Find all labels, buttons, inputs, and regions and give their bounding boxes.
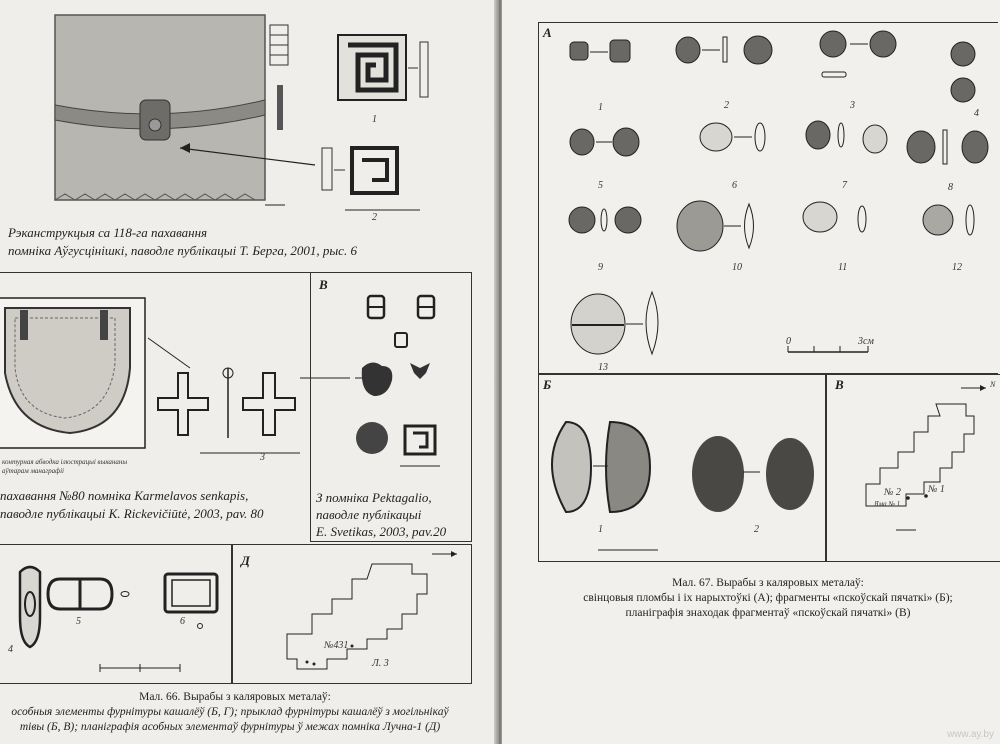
north-label: N — [990, 380, 996, 389]
item-number-1: 1 — [372, 114, 377, 125]
right-page — [502, 0, 1000, 744]
map-find-label: №431 — [324, 640, 349, 651]
watermark: www.ay.by — [946, 729, 994, 740]
plan-find-2-label: № 2 — [884, 487, 901, 498]
item-number-5: 5 — [76, 616, 81, 627]
map-l3-label: Л. 3 — [372, 658, 389, 669]
small-note-line-2: аўтарам манаграфіі — [2, 467, 64, 475]
scale-zero-label: 0 — [786, 336, 791, 347]
plan-pit-label: Яма № 1 — [874, 500, 901, 508]
panel-a-label: А — [543, 25, 552, 40]
panel-d-label: Д — [241, 553, 250, 568]
seal-number-6: 6 — [732, 180, 737, 191]
fragment-number-1: 1 — [598, 524, 603, 535]
seal-number-2: 2 — [724, 100, 729, 111]
panel-b-label: Б — [543, 377, 552, 392]
figure-66-title: Мал. 66. Вырабы з каляровых металаў: — [139, 691, 331, 703]
figure-66-line-3: тівы (Б, В); планіграфія асобных элементаў фурнітуры ў межах помніка Лучна-1 (Д) — [19, 721, 441, 733]
caption-pektagalio-line-3: E. Svetikas, 2003, pav.20 — [316, 524, 447, 539]
item-number-4: 4 — [8, 644, 13, 655]
caption-pektagalio-line-1: З помніка Pektagalio, — [316, 490, 432, 505]
figure-67-line-3: планіграфія знаходак фрагментаў «пскоўскай пячаткі» (В) — [625, 607, 911, 619]
figure-67-line-2: свінцовыя пломбы і іх нарыхтоўкі (А); фрагменты «пскоўскай пячаткі» (Б); — [583, 592, 953, 604]
lead-seals-drawing — [538, 22, 998, 374]
plan-find-1-label: № 1 — [928, 484, 945, 495]
seal-number-5: 5 — [598, 180, 603, 191]
seal-number-1: 1 — [598, 102, 603, 113]
pouch-reconstruction-drawing — [0, 0, 498, 220]
caption-reconstruction-line-2: помніка Аўгусцінішкі, паводле публікацыі Т. Берга, 2001, рыс. 6 — [8, 243, 357, 258]
pskov-seal-fragments-drawing — [538, 374, 826, 562]
pskov-seal-finds-plan — [826, 374, 1000, 562]
item-number-2: 2 — [372, 212, 377, 223]
pektagalio-items-drawing — [310, 278, 472, 478]
figure-67-title: Мал. 67. Вырабы з каляровых металаў: — [672, 577, 864, 589]
luchna-site-plan — [232, 544, 472, 684]
scale-3cm-label: 3см — [858, 336, 874, 347]
panel-v-right-label: В — [835, 377, 844, 392]
left-page — [0, 0, 498, 744]
panel-v-label: В — [319, 277, 328, 292]
seal-number-3: 3 — [850, 100, 855, 111]
small-note-line-1: контурная абводка ілюстрацыі выкананы — [2, 458, 128, 466]
seal-number-9: 9 — [598, 262, 603, 273]
seal-number-12: 12 — [952, 262, 962, 273]
seal-number-8: 8 — [948, 182, 953, 193]
item-number-6: 6 — [180, 616, 185, 627]
belt-buckles-drawing — [0, 544, 232, 684]
pouch-burial-80-drawing — [0, 278, 320, 478]
caption-burial-80-line-1: пахавання №80 помніка Karmelavos senkapis, — [0, 488, 249, 503]
fragment-number-2: 2 — [754, 524, 759, 535]
figure-66-line-2: особныя элементы фурнітуры кашалёў (Б, Г); прыклад фурнітуры кашалёў з могільнікаў — [11, 706, 449, 718]
caption-reconstruction-line-1: Рэканструкцыя са 118-га пахавання — [8, 225, 208, 240]
seal-number-11: 11 — [838, 262, 848, 273]
caption-pektagalio-line-2: паводле публікацыі — [316, 507, 422, 522]
caption-burial-80-line-2: паводле публікацыі K. Rickevičiūtė, 2003, pav. 80 — [0, 506, 264, 521]
seal-number-10: 10 — [732, 262, 742, 273]
item-number-3: 3 — [260, 452, 265, 463]
seal-number-7: 7 — [842, 180, 847, 191]
seal-number-13: 13 — [598, 362, 608, 373]
seal-number-4: 4 — [974, 108, 979, 119]
